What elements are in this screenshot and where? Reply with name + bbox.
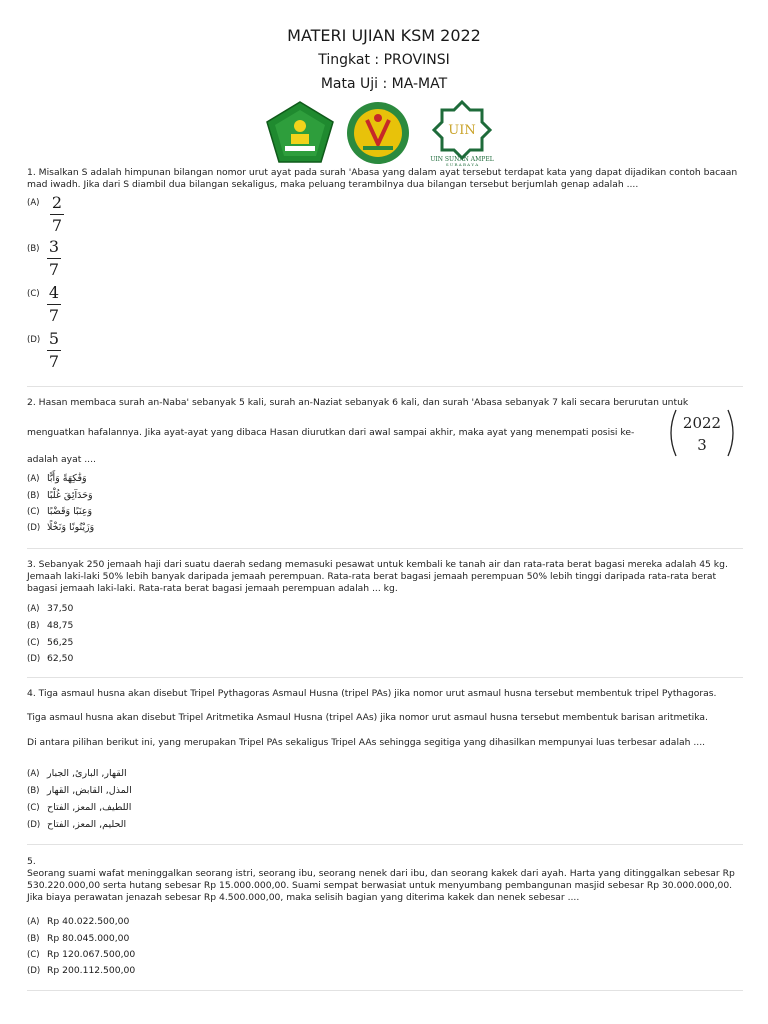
subject-label: Mata Uji : MA-MAT (320, 76, 448, 92)
kemenag-logo-icon (265, 100, 335, 166)
q1-option-b[interactable] (47, 238, 61, 279)
q1-option-d-label: (D) (27, 335, 41, 345)
q4-option-b-text: المذل, القابض, القهار (47, 785, 132, 796)
question-2-stem-line2: menguatkan hafalannya. Jika ayat-ayat yang dibaca Hasan diurutkan dari awal sampai akhir, maka ayat yang menempati posisi ke- (27, 427, 635, 438)
question-4-stem-line3: Di antara pilihan berikut ini, yang merupakan Tripel PAs sekaligus Tripel AAs sehingga segitiga yang dihasilkan mempunyai luas terbesar adalah .... (27, 737, 706, 748)
q2-option-a-label: (A) (27, 474, 40, 484)
q2-option-a[interactable] (27, 472, 87, 486)
ksm-logo-icon (345, 100, 411, 166)
q3-option-c-text: 56,25 (47, 637, 74, 648)
q1-option-d[interactable] (47, 330, 61, 371)
q1-option-c-numerator: 4 (48, 283, 60, 302)
binomial-bottom: 3 (697, 436, 707, 454)
q5-option-b-label: (B) (27, 934, 40, 944)
q5-option-c[interactable] (27, 948, 135, 962)
q1-option-a-numerator: 2 (51, 193, 63, 212)
q5-option-a-label: (A) (27, 917, 40, 927)
q2-option-d-text: وَزَيْتُونًا وَنَخْلًا (47, 522, 95, 533)
q5-option-c-label: (C) (27, 950, 40, 960)
q5-option-b[interactable] (27, 932, 129, 946)
q2-option-b-label: (B) (27, 491, 40, 501)
q4-option-b-label: (B) (27, 786, 40, 796)
q3-option-b[interactable] (27, 619, 73, 633)
q4-option-a-label: (A) (27, 769, 40, 779)
q2-option-c-label: (C) (27, 507, 40, 517)
q3-option-a-text: 37,50 (47, 603, 74, 614)
q5-option-a-text: Rp 40.022.500,00 (47, 916, 130, 927)
binomial-coefficient (668, 408, 736, 458)
q5-option-b-text: Rp 80.045.000,00 (47, 933, 130, 944)
q4-option-a[interactable] (27, 767, 127, 781)
q2-option-c[interactable] (27, 505, 92, 519)
q3-option-b-text: 48,75 (47, 620, 74, 631)
q2-option-d[interactable] (27, 521, 94, 535)
fraction-bar (47, 258, 61, 259)
q5-option-c-text: Rp 120.067.500,00 (47, 949, 136, 960)
q5-option-d-label: (D) (27, 966, 41, 976)
question-2-stem-line1: 2. Hasan membaca surah an-Naba' sebanyak 5 kali, surah an-Naziat sebanyak 6 kali, dan surah 'Abasa sebanyak 7 kali secara berurutan untuk (27, 397, 689, 408)
q5-option-d[interactable] (27, 964, 135, 978)
q3-option-b-label: (B) (27, 621, 40, 631)
q5-option-a[interactable] (27, 915, 129, 929)
document-header (0, 24, 768, 96)
question-5-number: 5. (27, 856, 36, 867)
q3-option-d-text: 62,50 (47, 653, 74, 664)
q1-option-c-label: (C) (27, 289, 40, 299)
fraction-bar (50, 214, 64, 215)
q2-option-b-text: وَحَدَآئِقَ غُلْبًا (47, 490, 93, 501)
svg-text:UIN: UIN (448, 123, 476, 138)
q3-option-d[interactable] (27, 652, 73, 666)
q4-option-c[interactable] (27, 801, 131, 815)
question-3-stem: 3. Sebanyak 250 jemaah haji dari suatu daerah sedang memasuki pesawat untuk kembali ke tanah air dan rata-rata berat bagasi mereka adalah 45 kg. Jemaah laki-laki 50% lebih banyak daripada jemaah perempuan. Rata-rata berat bagasi jemaah perempuan 50% lebih tinggi daripada rata-rata berat bagasi jemaah laki-laki. Rata-rata berat bagasi jemaah perempuan adalah ... kg. (27, 559, 728, 594)
q4-option-d-label: (D) (27, 820, 41, 830)
binomial-top: 2022 (682, 414, 722, 432)
q2-option-c-text: وَعِنَبًا وَقَضْبًا (47, 506, 93, 517)
uin-caption: UIN SUNAN AMPEL (430, 156, 494, 163)
logo-row (0, 100, 768, 166)
question-divider (27, 990, 743, 991)
q2-option-b[interactable] (27, 489, 93, 503)
q4-option-d-text: الحليم, المعز, الفتاح (47, 819, 127, 830)
q4-option-c-label: (C) (27, 803, 40, 813)
q1-option-a-denominator: 7 (51, 216, 63, 235)
question-divider (27, 548, 743, 549)
q1-option-b-label: (B) (27, 244, 40, 254)
level-label: Tingkat : PROVINSI (318, 52, 450, 68)
uin-caption-city: S U R A B A Y A (445, 162, 479, 166)
q2-option-d-label: (D) (27, 523, 41, 533)
uin-logo-icon (428, 100, 496, 166)
q1-option-b-denominator: 7 (48, 260, 60, 279)
question-5-stem: Seorang suami wafat meninggalkan seorang istri, seorang ibu, seorang nenek dari ibu, dan seorang kakek dari ayah. Harta yang ditinggalkan sebesar Rp 530.220.000,00 serta hutang sebesar Rp 15.000.000,00. Suami sempat berwasiat untuk menyumbang pembangunan masjid sebesar Rp 30.000.000,00. Jika biaya perawatan jenazah sebesar Rp 4.500.000,00, maka selisih bagian yang diterima kakek dan nenek sebesar .... (27, 868, 735, 903)
question-4-stem-line1: 4. Tiga asmaul husna akan disebut Tripel Pythagoras Asmaul Husna (tripel PAs) jika nomor urut asmaul husna tersebut membentuk tripel Pythagoras. (27, 688, 717, 699)
q2-option-a-text: وَفَٰكِهَةً وَأَبًّا (47, 473, 87, 484)
question-1-stem: 1. Misalkan S adalah himpunan bilangan nomor urut ayat pada surah 'Abasa yang dalam ayat tersebut terdapat kata yang dapat dijadikan contoh bacaan mad iwadh. Jika dari S diambil dua bilangan sekaligus, maka peluang terambilnya dua bilangan tersebut berjumlah genap adalah .... (27, 167, 738, 190)
fraction-bar (47, 350, 61, 351)
q4-option-d[interactable] (27, 818, 126, 832)
question-divider (27, 844, 743, 845)
q4-option-c-text: اللطيف, المعز, الفتاح (47, 802, 132, 813)
q4-option-b[interactable] (27, 784, 132, 798)
q3-option-a-label: (A) (27, 604, 40, 614)
q1-option-b-numerator: 3 (48, 237, 60, 256)
fraction-bar (47, 304, 61, 305)
document-title: MATERI UJIAN KSM 2022 (287, 26, 481, 45)
q4-option-a-text: القهار, البارئ, الجبار (47, 768, 127, 779)
q1-option-a[interactable] (50, 194, 64, 235)
q1-option-c[interactable] (47, 284, 61, 325)
question-2-stem-line3: adalah ayat .... (27, 454, 96, 465)
q1-option-d-numerator: 5 (48, 329, 60, 348)
q3-option-a[interactable] (27, 602, 73, 616)
question-divider (27, 386, 743, 387)
q3-option-c[interactable] (27, 636, 73, 650)
q3-option-d-label: (D) (27, 654, 41, 664)
q5-option-d-text: Rp 200.112.500,00 (47, 965, 136, 976)
question-divider (27, 677, 743, 678)
q1-option-c-denominator: 7 (48, 306, 60, 325)
q1-option-a-label: (A) (27, 198, 40, 208)
q3-option-c-label: (C) (27, 638, 40, 648)
q1-option-d-denominator: 7 (48, 352, 60, 371)
question-4-stem-line2: Tiga asmaul husna akan disebut Tripel Aritmetika Asmaul Husna (tripel AAs) jika nomor urut asmaul husna tersebut membentuk barisan aritmetika. (27, 712, 708, 723)
